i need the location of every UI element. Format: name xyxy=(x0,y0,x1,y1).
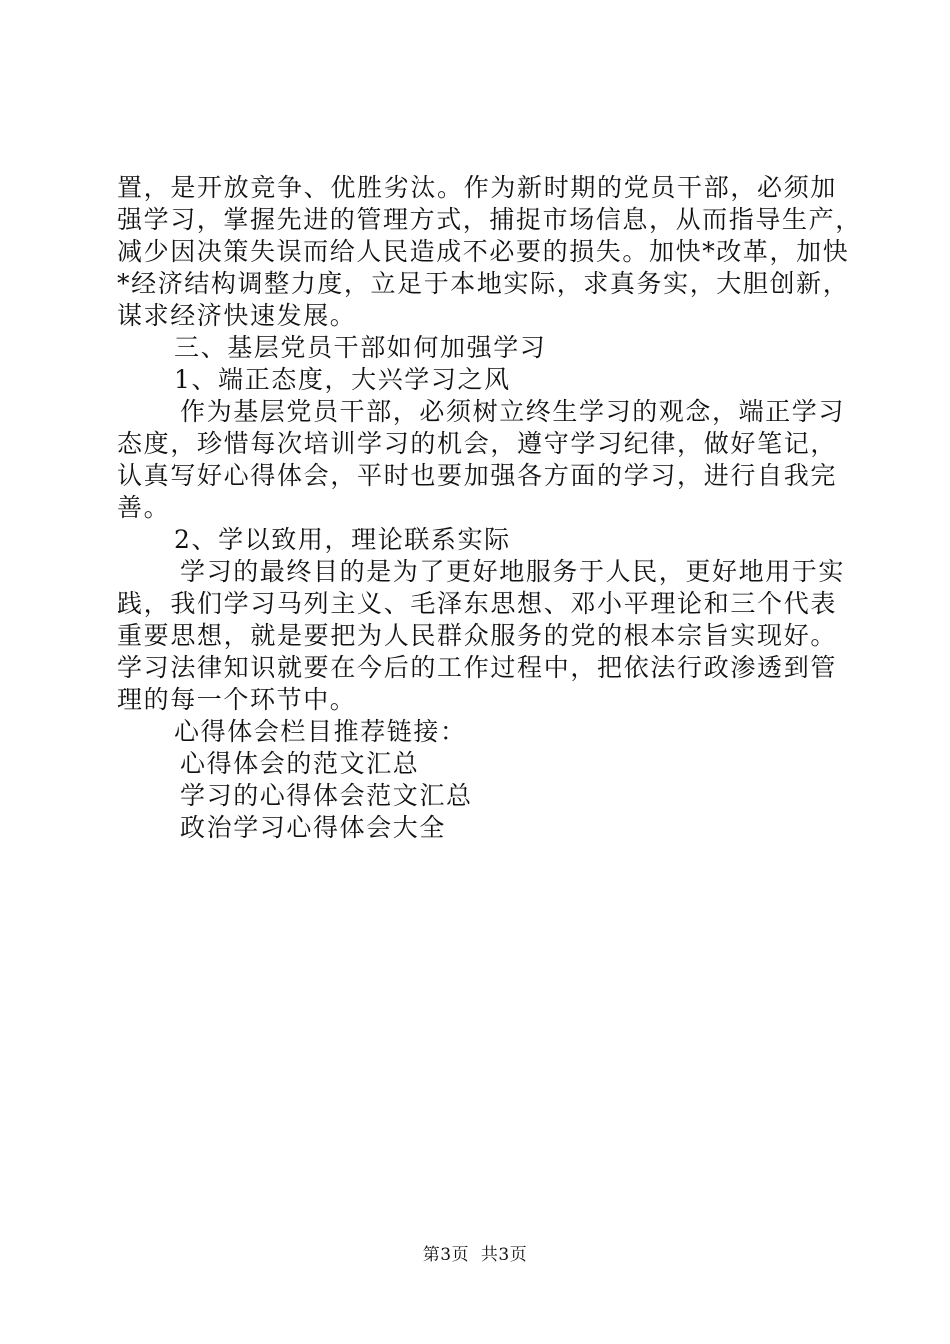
section-heading: 三、基层党员干部如何加强学习 xyxy=(174,333,547,362)
text-line: 强学习，掌握先进的管理方式，捕捉市场信息，从而指导生产， xyxy=(117,205,862,234)
text-line: 重要思想，就是要把为人民群众服务的党的根本宗旨实现好。 xyxy=(117,621,837,650)
paragraph xyxy=(117,172,862,332)
text-line: 态度，珍惜每次培训学习的机会，遵守学习纪律，做好笔记， xyxy=(117,429,837,458)
text-line: 减少因决策失误而给人民造成不必要的损失。加快*改革，加快 xyxy=(117,237,850,266)
text-line: 善。 xyxy=(117,493,171,522)
text-line: 理的每一个环节中。 xyxy=(117,685,357,714)
subsection-heading: 2、学以致用，理论联系实际 xyxy=(174,525,511,554)
text-line: 置，是开放竞争、优胜劣汰。作为新时期的党员干部，必须加 xyxy=(117,173,837,202)
recommended-link[interactable]: 政治学习心得体会大全 xyxy=(180,813,447,842)
text-line: 学习法律知识就要在今后的工作过程中，把依法行政渗透到管 xyxy=(117,653,837,682)
recommended-link[interactable]: 心得体会的范文汇总 xyxy=(180,749,420,778)
subsection-heading: 1、端正态度，大兴学习之风 xyxy=(174,365,511,394)
text-line: *经济结构调整力度，立足于本地实际，求真务实，大胆创新， xyxy=(117,269,850,298)
text-line: 谋求经济快速发展。 xyxy=(117,301,357,330)
text-line: 学习的最终目的是为了更好地服务于人民，更好地用于实 xyxy=(180,557,846,586)
text-line: 践，我们学习马列主义、毛泽东思想、邓小平理论和三个代表 xyxy=(117,589,837,618)
recommended-link[interactable]: 学习的心得体会范文汇总 xyxy=(180,781,473,810)
text-line: 作为基层党员干部，必须树立终生学习的观念，端正学习 xyxy=(180,397,846,426)
text-line: 认真写好心得体会，平时也要加强各方面的学习，进行自我完 xyxy=(117,461,837,490)
page-footer xyxy=(0,1244,950,1266)
paragraph xyxy=(117,556,846,716)
paragraph xyxy=(117,396,846,524)
links-heading: 心得体会栏目推荐链接： xyxy=(174,717,467,746)
page-number: 第3页 共3页 xyxy=(422,1245,528,1265)
document-body xyxy=(117,172,862,844)
